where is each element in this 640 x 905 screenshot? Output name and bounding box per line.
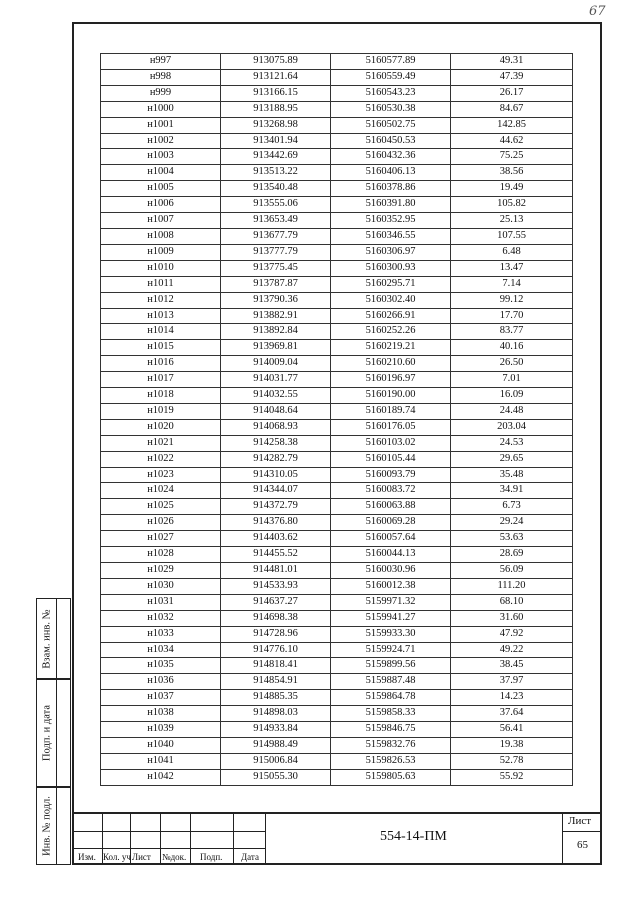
table-row	[101, 308, 573, 324]
y-coordinate-cell: 5159924.71	[331, 642, 451, 658]
table-row	[101, 690, 573, 706]
x-coordinate-cell: 914818.41	[221, 658, 331, 674]
y-coordinate-cell: 5160346.55	[331, 228, 451, 244]
point-id-cell: н1038	[101, 706, 221, 722]
side-strip	[36, 598, 71, 865]
distance-cell: 99.12	[451, 292, 573, 308]
x-coordinate-cell: 913268.98	[221, 117, 331, 133]
distance-cell: 142.85	[451, 117, 573, 133]
x-coordinate-cell: 913882.91	[221, 308, 331, 324]
point-id-cell: н1041	[101, 753, 221, 769]
y-coordinate-cell: 5159887.48	[331, 674, 451, 690]
y-coordinate-cell: 5160105.44	[331, 451, 451, 467]
table-row	[101, 149, 573, 165]
point-id-cell: н1021	[101, 435, 221, 451]
x-coordinate-cell: 914068.93	[221, 419, 331, 435]
point-id-cell: н1001	[101, 117, 221, 133]
point-id-cell: н1018	[101, 388, 221, 404]
y-coordinate-cell: 5159864.78	[331, 690, 451, 706]
table-row	[101, 403, 573, 419]
distance-cell: 29.24	[451, 515, 573, 531]
y-coordinate-cell: 5159971.32	[331, 594, 451, 610]
side-cell-podp	[36, 678, 71, 788]
y-coordinate-cell: 5159941.27	[331, 610, 451, 626]
point-id-cell: н1042	[101, 769, 221, 785]
y-coordinate-cell: 5160044.13	[331, 547, 451, 563]
point-id-cell: н1026	[101, 515, 221, 531]
y-coordinate-cell: 5160030.96	[331, 563, 451, 579]
table-row	[101, 451, 573, 467]
table-row	[101, 133, 573, 149]
x-coordinate-cell: 915006.84	[221, 753, 331, 769]
stamp-ndok: №док.	[162, 852, 187, 862]
distance-cell: 26.17	[451, 85, 573, 101]
point-id-cell: н1022	[101, 451, 221, 467]
distance-cell: 49.22	[451, 642, 573, 658]
x-coordinate-cell: 914344.07	[221, 483, 331, 499]
y-coordinate-cell: 5160352.95	[331, 213, 451, 229]
distance-cell: 40.16	[451, 340, 573, 356]
side-cell-inv	[36, 786, 71, 865]
y-coordinate-cell: 5160559.49	[331, 69, 451, 85]
y-coordinate-cell: 5160295.71	[331, 276, 451, 292]
distance-cell: 34.91	[451, 483, 573, 499]
point-id-cell: н1020	[101, 419, 221, 435]
distance-cell: 75.25	[451, 149, 573, 165]
y-coordinate-cell: 5160210.60	[331, 356, 451, 372]
y-coordinate-cell: 5160530.38	[331, 101, 451, 117]
y-coordinate-cell: 5159805.63	[331, 769, 451, 785]
x-coordinate-cell: 914988.49	[221, 737, 331, 753]
table-row	[101, 419, 573, 435]
point-id-cell: н1014	[101, 324, 221, 340]
y-coordinate-cell: 5159846.75	[331, 722, 451, 738]
table-row	[101, 165, 573, 181]
x-coordinate-cell: 914854.91	[221, 674, 331, 690]
distance-cell: 31.60	[451, 610, 573, 626]
distance-cell: 83.77	[451, 324, 573, 340]
point-id-cell: н1028	[101, 547, 221, 563]
y-coordinate-cell: 5160266.91	[331, 308, 451, 324]
x-coordinate-cell: 913188.95	[221, 101, 331, 117]
distance-cell: 24.48	[451, 403, 573, 419]
table-row	[101, 753, 573, 769]
table-row	[101, 213, 573, 229]
stamp-list: Лист	[132, 852, 151, 862]
distance-cell: 14.23	[451, 690, 573, 706]
point-id-cell: н1032	[101, 610, 221, 626]
y-coordinate-cell: 5160219.21	[331, 340, 451, 356]
x-coordinate-cell: 914048.64	[221, 403, 331, 419]
table-row	[101, 356, 573, 372]
table-row	[101, 531, 573, 547]
distance-cell: 19.49	[451, 181, 573, 197]
distance-cell: 26.50	[451, 356, 573, 372]
table-row	[101, 54, 573, 70]
y-coordinate-cell: 5160302.40	[331, 292, 451, 308]
x-coordinate-cell: 913969.81	[221, 340, 331, 356]
point-id-cell: н1015	[101, 340, 221, 356]
stamp-podp: Подп.	[200, 852, 223, 862]
stamp-data: Дата	[241, 852, 259, 862]
table-row	[101, 69, 573, 85]
table-row	[101, 722, 573, 738]
x-coordinate-cell: 913540.48	[221, 181, 331, 197]
table-row	[101, 594, 573, 610]
distance-cell: 44.62	[451, 133, 573, 149]
point-id-cell: н1029	[101, 563, 221, 579]
x-coordinate-cell: 913166.15	[221, 85, 331, 101]
distance-cell: 52.78	[451, 753, 573, 769]
distance-cell: 49.31	[451, 54, 573, 70]
x-coordinate-cell: 914728.96	[221, 626, 331, 642]
y-coordinate-cell: 5160300.93	[331, 260, 451, 276]
y-coordinate-cell: 5160577.89	[331, 54, 451, 70]
point-id-cell: н1005	[101, 181, 221, 197]
point-id-cell: н1004	[101, 165, 221, 181]
point-id-cell: н1006	[101, 197, 221, 213]
x-coordinate-cell: 914403.62	[221, 531, 331, 547]
distance-cell: 53.63	[451, 531, 573, 547]
table-row	[101, 372, 573, 388]
distance-cell: 47.92	[451, 626, 573, 642]
table-row	[101, 197, 573, 213]
point-id-cell: н1019	[101, 403, 221, 419]
y-coordinate-cell: 5160432.36	[331, 149, 451, 165]
distance-cell: 56.09	[451, 563, 573, 579]
table-row	[101, 85, 573, 101]
point-id-cell: н1024	[101, 483, 221, 499]
point-id-cell: н1011	[101, 276, 221, 292]
distance-cell: 55.92	[451, 769, 573, 785]
x-coordinate-cell: 914032.55	[221, 388, 331, 404]
distance-cell: 38.56	[451, 165, 573, 181]
distance-cell: 111.20	[451, 578, 573, 594]
y-coordinate-cell: 5160406.13	[331, 165, 451, 181]
x-coordinate-cell: 914776.10	[221, 642, 331, 658]
y-coordinate-cell: 5160450.53	[331, 133, 451, 149]
distance-cell: 84.67	[451, 101, 573, 117]
x-coordinate-cell: 913892.84	[221, 324, 331, 340]
y-coordinate-cell: 5160306.97	[331, 244, 451, 260]
distance-cell: 6.73	[451, 499, 573, 515]
point-id-cell: н999	[101, 85, 221, 101]
point-id-cell: н1002	[101, 133, 221, 149]
distance-cell: 56.41	[451, 722, 573, 738]
table-row	[101, 117, 573, 133]
point-id-cell: н1037	[101, 690, 221, 706]
point-id-cell: н1040	[101, 737, 221, 753]
distance-cell: 24.53	[451, 435, 573, 451]
distance-cell: 25.13	[451, 213, 573, 229]
distance-cell: 13.47	[451, 260, 573, 276]
x-coordinate-cell: 913777.79	[221, 244, 331, 260]
y-coordinate-cell: 5160252.26	[331, 324, 451, 340]
distance-cell: 203.04	[451, 419, 573, 435]
y-coordinate-cell: 5160083.72	[331, 483, 451, 499]
point-id-cell: н1031	[101, 594, 221, 610]
table-row	[101, 626, 573, 642]
table-row	[101, 228, 573, 244]
side-label-vzam: Взам. инв. №	[41, 609, 53, 669]
table-row	[101, 483, 573, 499]
point-id-cell: н1016	[101, 356, 221, 372]
x-coordinate-cell: 913653.49	[221, 213, 331, 229]
coordinates-table	[100, 53, 573, 786]
distance-cell: 37.64	[451, 706, 573, 722]
point-id-cell: н1027	[101, 531, 221, 547]
y-coordinate-cell: 5160190.00	[331, 388, 451, 404]
y-coordinate-cell: 5160069.28	[331, 515, 451, 531]
x-coordinate-cell: 914031.77	[221, 372, 331, 388]
table-row	[101, 101, 573, 117]
y-coordinate-cell: 5159826.53	[331, 753, 451, 769]
point-id-cell: н1033	[101, 626, 221, 642]
x-coordinate-cell: 914009.04	[221, 356, 331, 372]
y-coordinate-cell: 5160063.88	[331, 499, 451, 515]
table-row	[101, 706, 573, 722]
distance-cell: 107.55	[451, 228, 573, 244]
side-label-inv: Инв. № подл.	[41, 795, 53, 856]
side-label-podp: Подп. и дата	[41, 704, 53, 762]
table-row	[101, 324, 573, 340]
y-coordinate-cell: 5160543.23	[331, 85, 451, 101]
x-coordinate-cell: 914698.38	[221, 610, 331, 626]
distance-cell: 7.14	[451, 276, 573, 292]
table-row	[101, 563, 573, 579]
distance-cell: 38.45	[451, 658, 573, 674]
table-row	[101, 610, 573, 626]
point-id-cell: н1010	[101, 260, 221, 276]
y-coordinate-cell: 5160176.05	[331, 419, 451, 435]
distance-cell: 7.01	[451, 372, 573, 388]
point-id-cell: н1000	[101, 101, 221, 117]
title-block	[72, 812, 602, 865]
distance-cell: 35.48	[451, 467, 573, 483]
document-number: 554-14-ПМ	[380, 829, 447, 844]
y-coordinate-cell: 5160502.75	[331, 117, 451, 133]
x-coordinate-cell: 914898.03	[221, 706, 331, 722]
x-coordinate-cell: 914933.84	[221, 722, 331, 738]
sheet-number: 65	[577, 839, 588, 851]
y-coordinate-cell: 5160012.38	[331, 578, 451, 594]
x-coordinate-cell: 914310.05	[221, 467, 331, 483]
y-coordinate-cell: 5159858.33	[331, 706, 451, 722]
distance-cell: 29.65	[451, 451, 573, 467]
point-id-cell: н1008	[101, 228, 221, 244]
point-id-cell: н1035	[101, 658, 221, 674]
table-row	[101, 578, 573, 594]
table-row	[101, 674, 573, 690]
x-coordinate-cell: 913513.22	[221, 165, 331, 181]
x-coordinate-cell: 913075.89	[221, 54, 331, 70]
y-coordinate-cell: 5160103.02	[331, 435, 451, 451]
table-row	[101, 658, 573, 674]
x-coordinate-cell: 914372.79	[221, 499, 331, 515]
point-id-cell: н1036	[101, 674, 221, 690]
distance-cell: 19.38	[451, 737, 573, 753]
y-coordinate-cell: 5160189.74	[331, 403, 451, 419]
x-coordinate-cell: 913555.06	[221, 197, 331, 213]
table-row	[101, 276, 573, 292]
x-coordinate-cell: 914885.35	[221, 690, 331, 706]
sheet-label: Лист	[568, 815, 592, 827]
table-row	[101, 547, 573, 563]
stamp-izm: Изм.	[78, 852, 96, 862]
distance-cell: 28.69	[451, 547, 573, 563]
table-row	[101, 388, 573, 404]
table-row	[101, 260, 573, 276]
point-id-cell: н1012	[101, 292, 221, 308]
y-coordinate-cell: 5160378.86	[331, 181, 451, 197]
table-row	[101, 181, 573, 197]
distance-cell: 16.09	[451, 388, 573, 404]
point-id-cell: н1039	[101, 722, 221, 738]
stamp-kol: Кол. уч	[103, 852, 131, 862]
table-row	[101, 737, 573, 753]
point-id-cell: н1023	[101, 467, 221, 483]
point-id-cell: н1017	[101, 372, 221, 388]
x-coordinate-cell: 913775.45	[221, 260, 331, 276]
x-coordinate-cell: 913790.36	[221, 292, 331, 308]
x-coordinate-cell: 914481.01	[221, 563, 331, 579]
point-id-cell: н1007	[101, 213, 221, 229]
x-coordinate-cell: 913401.94	[221, 133, 331, 149]
handwritten-page-number: 67	[589, 4, 606, 19]
x-coordinate-cell: 913442.69	[221, 149, 331, 165]
point-id-cell: н998	[101, 69, 221, 85]
table-row	[101, 499, 573, 515]
x-coordinate-cell: 913121.64	[221, 69, 331, 85]
y-coordinate-cell: 5160391.80	[331, 197, 451, 213]
point-id-cell: н1013	[101, 308, 221, 324]
x-coordinate-cell: 914376.80	[221, 515, 331, 531]
point-id-cell: н1030	[101, 578, 221, 594]
x-coordinate-cell: 914282.79	[221, 451, 331, 467]
x-coordinate-cell: 913787.87	[221, 276, 331, 292]
table-row	[101, 244, 573, 260]
distance-cell: 6.48	[451, 244, 573, 260]
x-coordinate-cell: 914637.27	[221, 594, 331, 610]
y-coordinate-cell: 5160196.97	[331, 372, 451, 388]
table-row	[101, 292, 573, 308]
x-coordinate-cell: 913677.79	[221, 228, 331, 244]
y-coordinate-cell: 5159933.30	[331, 626, 451, 642]
x-coordinate-cell: 914455.52	[221, 547, 331, 563]
y-coordinate-cell: 5160093.79	[331, 467, 451, 483]
table-row	[101, 642, 573, 658]
x-coordinate-cell: 914533.93	[221, 578, 331, 594]
distance-cell: 37.97	[451, 674, 573, 690]
distance-cell: 105.82	[451, 197, 573, 213]
distance-cell: 68.10	[451, 594, 573, 610]
x-coordinate-cell: 915055.30	[221, 769, 331, 785]
point-id-cell: н1009	[101, 244, 221, 260]
y-coordinate-cell: 5159832.76	[331, 737, 451, 753]
table-row	[101, 467, 573, 483]
distance-cell: 17.70	[451, 308, 573, 324]
y-coordinate-cell: 5159899.56	[331, 658, 451, 674]
y-coordinate-cell: 5160057.64	[331, 531, 451, 547]
point-id-cell: н1003	[101, 149, 221, 165]
side-cell-vzam	[36, 598, 71, 680]
distance-cell: 47.39	[451, 69, 573, 85]
point-id-cell: н1034	[101, 642, 221, 658]
table-row	[101, 769, 573, 785]
point-id-cell: н997	[101, 54, 221, 70]
table-row	[101, 515, 573, 531]
table-row	[101, 340, 573, 356]
table-row	[101, 435, 573, 451]
point-id-cell: н1025	[101, 499, 221, 515]
x-coordinate-cell: 914258.38	[221, 435, 331, 451]
